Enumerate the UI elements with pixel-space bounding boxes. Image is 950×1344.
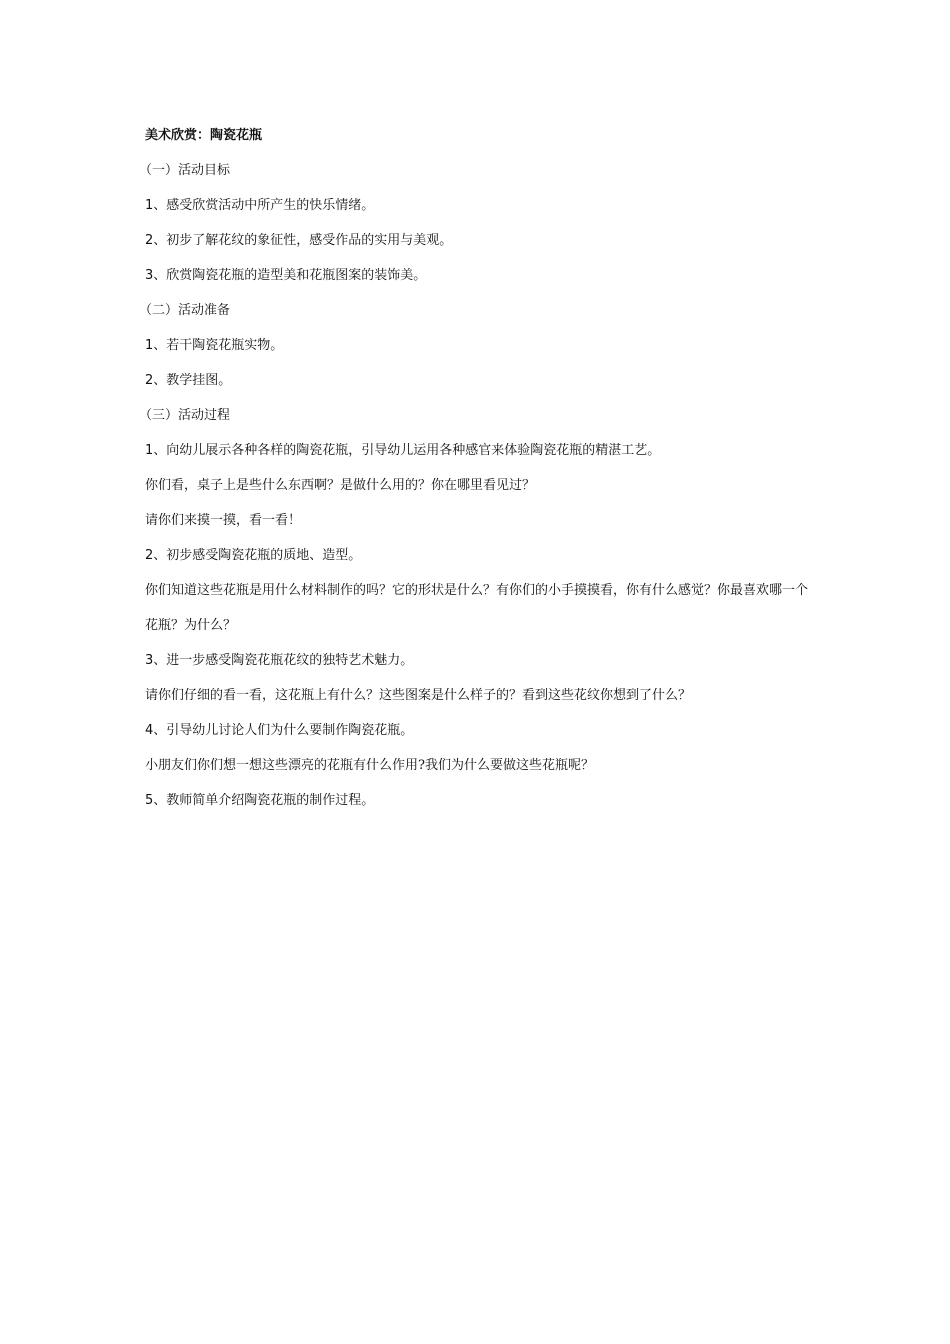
item-text: 、教学挂图。 xyxy=(153,373,232,388)
section-heading-goals: （一）活动目标 xyxy=(139,163,231,178)
item-text: 、若干陶瓷花瓶实物。 xyxy=(153,338,284,353)
process-step-1-question-1: 你们看，桌子上是些什么东西啊？是做什么用的？你在哪里看见过？ xyxy=(145,478,536,493)
document-body xyxy=(139,126,825,826)
item-text: 、感受欣赏活动中所产生的快乐情绪。 xyxy=(153,198,375,213)
process-step-4 xyxy=(145,721,825,740)
item-text: 、欣赏陶瓷花瓶的造型美和花瓶图案的装饰美。 xyxy=(153,268,427,283)
item-number: 1 xyxy=(145,198,154,213)
item-text: 、向幼儿展示各种各样的陶瓷花瓶，引导幼儿运用各种感官来体验陶瓷花瓶的精湛工艺。 xyxy=(153,443,661,458)
goal-item-1 xyxy=(145,196,825,215)
item-number: 1 xyxy=(145,443,154,458)
item-text: 、教师简单介绍陶瓷花瓶的制作过程。 xyxy=(153,793,375,808)
process-step-1-question-2: 请你们来摸一摸，看一看！ xyxy=(145,513,302,528)
section-heading-process: （三）活动过程 xyxy=(139,408,231,423)
process-step-4-question: 小朋友们你们想一想这些漂亮的花瓶有什么作用?我们为什么要做这些花瓶呢？ xyxy=(145,758,594,773)
item-text: 、初步了解花纹的象征性，感受作品的实用与美观。 xyxy=(153,233,453,248)
goal-item-2 xyxy=(145,231,825,250)
item-text: 、初步感受陶瓷花瓶的质地、造型。 xyxy=(153,548,362,563)
item-number: 4 xyxy=(145,723,154,738)
process-step-5 xyxy=(145,791,825,810)
item-number: 2 xyxy=(145,233,154,248)
process-step-2-question: 你们知道这些花瓶是用什么材料制作的吗？它的形状是什么？有你们的小手摸摸看，你有什么感觉？你最喜欢哪一个花瓶？为什么？ xyxy=(145,583,809,633)
process-step-2 xyxy=(145,546,825,565)
item-text: 、引导幼儿讨论人们为什么要制作陶瓷花瓶。 xyxy=(153,723,414,738)
process-step-3 xyxy=(145,651,825,670)
process-step-3-question: 请你们仔细的看一看，这花瓶上有什么？这些图案是什么样子的？看到这些花纹你想到了什么？ xyxy=(145,688,692,703)
document-title: 美术欣赏：陶瓷花瓶 xyxy=(145,128,263,143)
process-step-1 xyxy=(145,441,825,460)
prep-item-1 xyxy=(145,336,825,355)
section-heading-prep: （二）活动准备 xyxy=(139,303,231,318)
item-number: 2 xyxy=(145,373,154,388)
item-number: 1 xyxy=(145,338,154,353)
goal-item-3 xyxy=(145,266,825,285)
item-number: 3 xyxy=(145,268,154,283)
prep-item-2 xyxy=(145,371,825,390)
item-number: 3 xyxy=(145,653,154,668)
item-number: 2 xyxy=(145,548,154,563)
item-number: 5 xyxy=(145,793,154,808)
item-text: 、进一步感受陶瓷花瓶花纹的独特艺术魅力。 xyxy=(153,653,414,668)
